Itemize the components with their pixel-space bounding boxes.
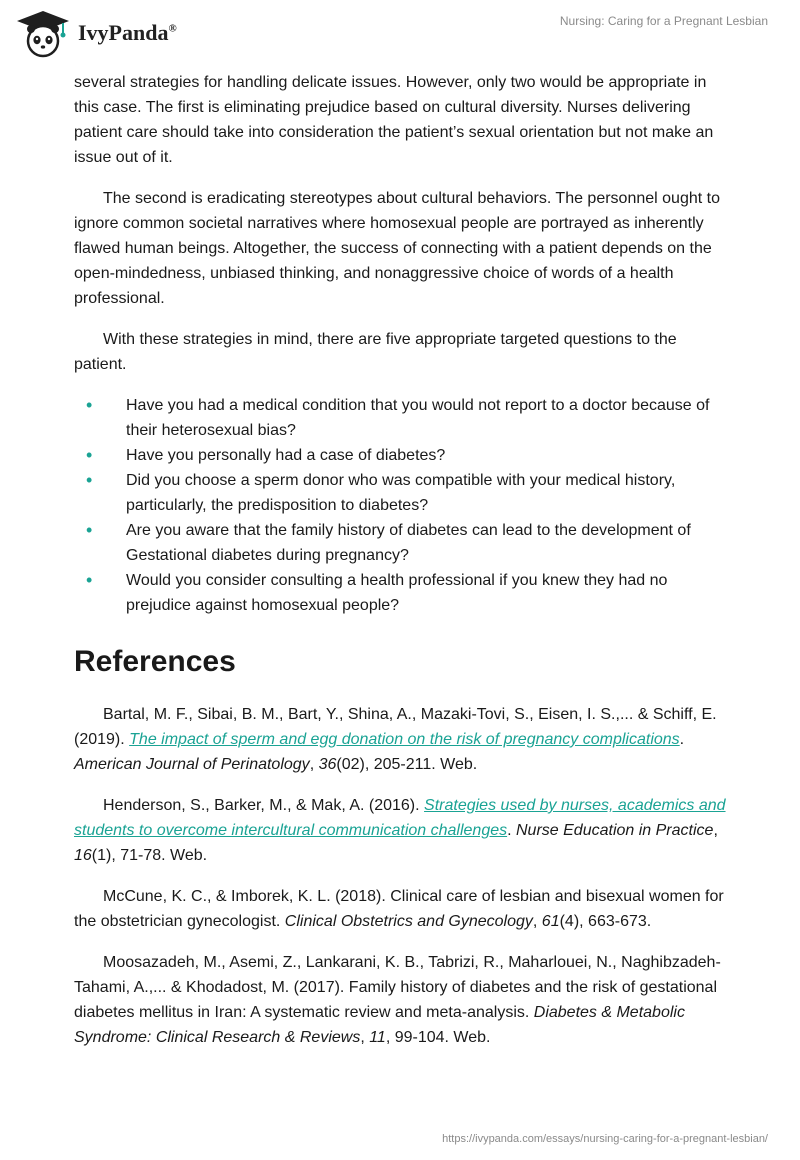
reference-volume: 16 xyxy=(74,847,92,864)
brand-name xyxy=(78,20,177,46)
question-text: Are you aware that the family history of diabetes can lead to the development of Gestational diabetes during pregnancy? xyxy=(126,522,691,564)
reference-journal: Diabetes & Metabolic Syndrome: Clinical Research & Reviews xyxy=(74,1004,685,1046)
reference-authors: Moosazadeh, M., Asemi, Z., Lankarani, K. B., Tabrizi, R., Maharlouei, N., Naghibzadeh-Tahami, A.,... & Khodadost, M. (2017). Family history of diabetes and the risk of gestational diabetes mellitus in Iran: A systematic review and meta-analysis. xyxy=(74,954,721,1021)
reference-separator: . xyxy=(507,822,516,839)
question-text: Did you choose a sperm donor who was compatible with your medical history, particularly, the predisposition to diabetes? xyxy=(126,472,676,514)
list-item xyxy=(74,443,726,468)
bullet-icon: • xyxy=(86,445,93,465)
reference-authors: Bartal, M. F., Sibai, B. M., Bart, Y., Shina, A., Mazaki-Tovi, S., Eisen, I. S.,... & Schiff, E. (2019). xyxy=(74,706,717,748)
reference-rest: (02), 205-211. Web. xyxy=(336,756,478,773)
reference-link[interactable]: The impact of sperm and egg donation on the risk of pregnancy complications xyxy=(129,731,680,748)
reference-journal: American Journal of Perinatology xyxy=(74,756,310,773)
list-item xyxy=(74,518,726,568)
reference-journal: Clinical Obstetrics and Gynecology xyxy=(284,913,533,930)
reference-entry xyxy=(74,793,726,868)
reference-volume: 61 xyxy=(541,913,560,930)
question-text: Have you personally had a case of diabetes? xyxy=(126,447,446,464)
reference-entry xyxy=(74,950,726,1050)
page-header xyxy=(0,0,800,70)
reference-comma: , xyxy=(713,822,718,839)
list-item xyxy=(74,393,726,443)
references-heading: References xyxy=(74,645,236,678)
question-text: Would you consider consulting a health professional if you knew they had no prejudice against homosexual people? xyxy=(126,572,668,614)
reference-authors: Henderson, S., Barker, M., & Mak, A. (2016). xyxy=(103,797,425,814)
question-text: Have you had a medical condition that you would not report to a doctor because of their heterosexual bias? xyxy=(126,397,710,439)
bullet-icon: • xyxy=(86,520,93,540)
reference-journal: Nurse Education in Practice xyxy=(516,822,714,839)
paragraph: several strategies for handling delicate issues. However, only two would be appropriate in this case. The first is eliminating prejudice based on cultural diversity. Nurses delivering patient care should take into consideration the patient’s sexual orientation but not make an issue out of it. xyxy=(74,74,714,166)
reference-authors: McCune, K. C., & Imborek, K. L. (2018). Clinical care of lesbian and bisexual women for the obstetrician gynecologist. xyxy=(74,888,724,930)
bullet-icon: • xyxy=(86,570,93,590)
reference-volume: 36 xyxy=(318,756,337,773)
brand-text: IvyPanda xyxy=(78,20,169,45)
reference-comma: , xyxy=(309,756,319,773)
reference-rest: (1), 71-78. Web. xyxy=(91,847,208,864)
bullet-icon: • xyxy=(86,395,93,415)
brand-registered-mark: ® xyxy=(168,22,177,35)
essay-content xyxy=(74,70,726,1066)
reference-entry xyxy=(74,702,726,777)
targeted-questions-list xyxy=(74,393,726,618)
reference-rest: (4), 663-673. xyxy=(559,913,652,930)
reference-comma: , xyxy=(360,1029,370,1046)
list-item xyxy=(74,568,726,618)
reference-separator: . xyxy=(679,731,685,748)
list-item xyxy=(74,468,726,518)
reference-volume: 11 xyxy=(369,1029,386,1046)
bullet-icon: • xyxy=(86,470,93,490)
reference-rest: , 99-104. Web. xyxy=(385,1029,491,1046)
reference-comma: , xyxy=(532,913,542,930)
ivypanda-logo[interactable] xyxy=(14,8,177,58)
paragraph: The second is eradicating stereotypes about cultural behaviors. The personnel ought to ignore common societal narratives where homosexual people are portrayed as inherently flawed human beings. Altogether, the success of connecting with a patient depends on the open-mindedness, unbiased thinking, and nonaggressive choice of words of a health professional. xyxy=(74,190,720,307)
reference-link[interactable]: Strategies used by nurses, academics and students to overcome intercultural communication challenges xyxy=(74,797,726,839)
reference-entry xyxy=(74,884,726,934)
panda-graduation-icon xyxy=(14,8,72,58)
paragraph: With these strategies in mind, there are five appropriate targeted questions to the patient. xyxy=(74,331,677,373)
document-title: Nursing: Caring for a Pregnant Lesbian xyxy=(559,14,768,28)
footer-url: https://ivypanda.com/essays/nursing-caring-for-a-pregnant-lesbian/ xyxy=(442,1133,768,1145)
